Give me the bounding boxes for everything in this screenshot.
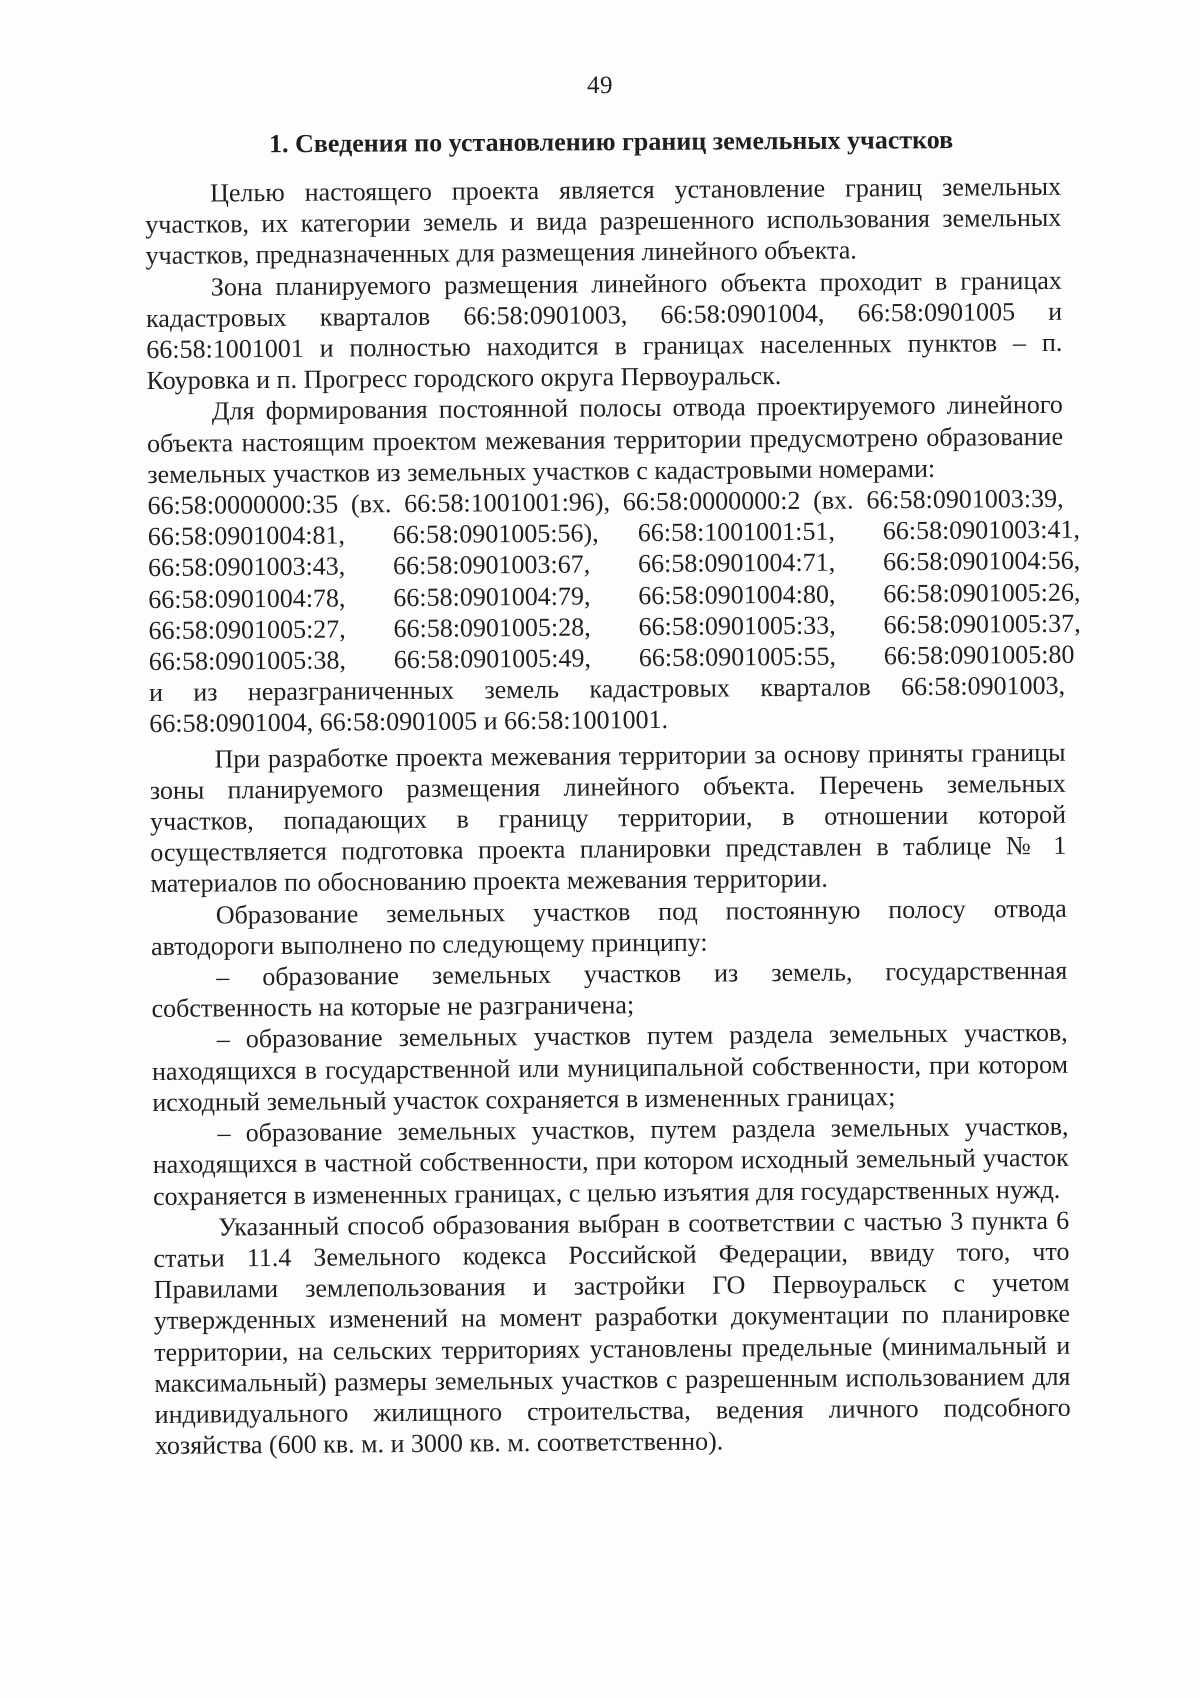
cadastral-number: 66:58:0901004:79, [393,581,591,612]
document-body [145,171,1081,1461]
paragraph-principle: Образование земельных участков под постоянную полосу отвода автодороги выполнено по следующему принципу: [150,893,1067,961]
cadastral-number: 66:58:0901005:56), [392,518,599,550]
list-item: – образование земельных участков, путем раздела земельных участков, находящихся в частной собственности, при котором исходный земельный участок сохраняется в измененных границах, с целью изъятия для государственных нужд. [152,1111,1069,1211]
cadastral-number: 66:58:0901005:28, [393,612,591,643]
cadastral-number: 66:58:0901005:55, [638,641,837,673]
cadastral-number: 66:58:0901005:33, [638,610,836,641]
cadastral-number: 66:58:0901003:41, [882,514,1081,546]
cadastral-number: 66:58:0901005:27, [148,614,346,645]
paragraph-parcels-end: и из неразграниченных земель кадастровых кварталов 66:58:0901003, 66:58:0901004, 66:58:0901005 и 66:58:1001001. [148,671,1066,739]
cadastral-number: 66:58:0901004:81, [147,520,346,552]
paragraph-parcels-intro: Для формирования постоянной полосы отвода проектируемого линейного объекта настоящим проектом межевания территории предусмотрено образование земельных участков из земельных участков с кадастровыми номерами: [146,390,1064,489]
list-item: – образование земельных участков путем раздела земельных участков, находящихся в государственной или муниципальной собственности, при котором исходный земельный участок сохраняется в измененных границах; [151,1018,1069,1117]
cadastral-number: 66:58:0901005:38, [148,645,347,677]
list-item: – образование земельных участков из земель, государственная собственность на которые не разграничена; [151,955,1068,1024]
cadastral-number: 66:58:0901004:56, [882,546,1081,577]
cadastral-number: 66:58:0901005:80 [883,639,1075,671]
cadastral-number: 66:58:0901004:78, [148,583,346,614]
cadastral-number: 66:58:0901004:80, [638,579,836,610]
paragraph-zone: Зона планируемого размещения линейного объекта проходит в границах кадастровых кварталов 66:58:0901003, 66:58:0901004, 66:58:0901005 и 66:58:1001001 и полностью находится в границах населенных пунктов – п. Коуровка и п. Прогресс городского округа Первоуральск. [145,265,1063,396]
paragraph-purpose: Целью настоящего проекта является установление границ земельных участков, их категории земель и вида разрешенного использования земельных участков, предназначенных для размещения линейного объекта. [145,171,1062,271]
cadastral-line-first: 66:58:0000000:35 (вх. 66:58:1001001:96), 66:58:0000000:2 (вх. 66:58:0901003:39, [147,483,1064,521]
cadastral-number: 66:58:0901005:26, [883,577,1081,608]
page-number: 49 [587,72,613,99]
paragraph-basis: При разработке проекта межевания территории за основу приняты границы зоны планируемого размещения линейного объекта. Перечень земельных участков, попадающих в границу территории, в отношении которой осуществляется подготовка проекта планировки представлен в таблице № 1 материалов по обоснованию проекта межевания территории. [149,737,1067,899]
cadastral-number: 66:58:0901003:67, [392,549,591,581]
cadastral-number-list [147,514,1081,677]
cadastral-number: 66:58:0901004:71, [637,548,836,579]
cadastral-number: 66:58:0901005:37, [883,608,1081,640]
paragraph-method: Указанный способ образования выбран в соответствии с частью 3 пункта 6 статьи 11.4 Земельного кодекса Российской Федерации, ввиду того, что Правилами землепользования и застройки ГО Первоуральск с учетом утвержденных изменений на момент разработки документации по планировке территории, на сельских территориях установлены предельные (минимальный и максимальный) размеры земельных участков с разрешенным использованием для индивидуального жилищного строительства, ведения личного подсобного хозяйства (600 кв. м. и 3000 кв. м. соответственно). [153,1205,1071,1461]
cadastral-number: 66:58:0901005:49, [393,643,592,675]
cadastral-number: 66:58:1001001:51, [637,516,836,548]
cadastral-number: 66:58:0901003:43, [147,551,346,583]
section-heading: 1. Сведения по установлению границ земельных участков [268,125,954,159]
